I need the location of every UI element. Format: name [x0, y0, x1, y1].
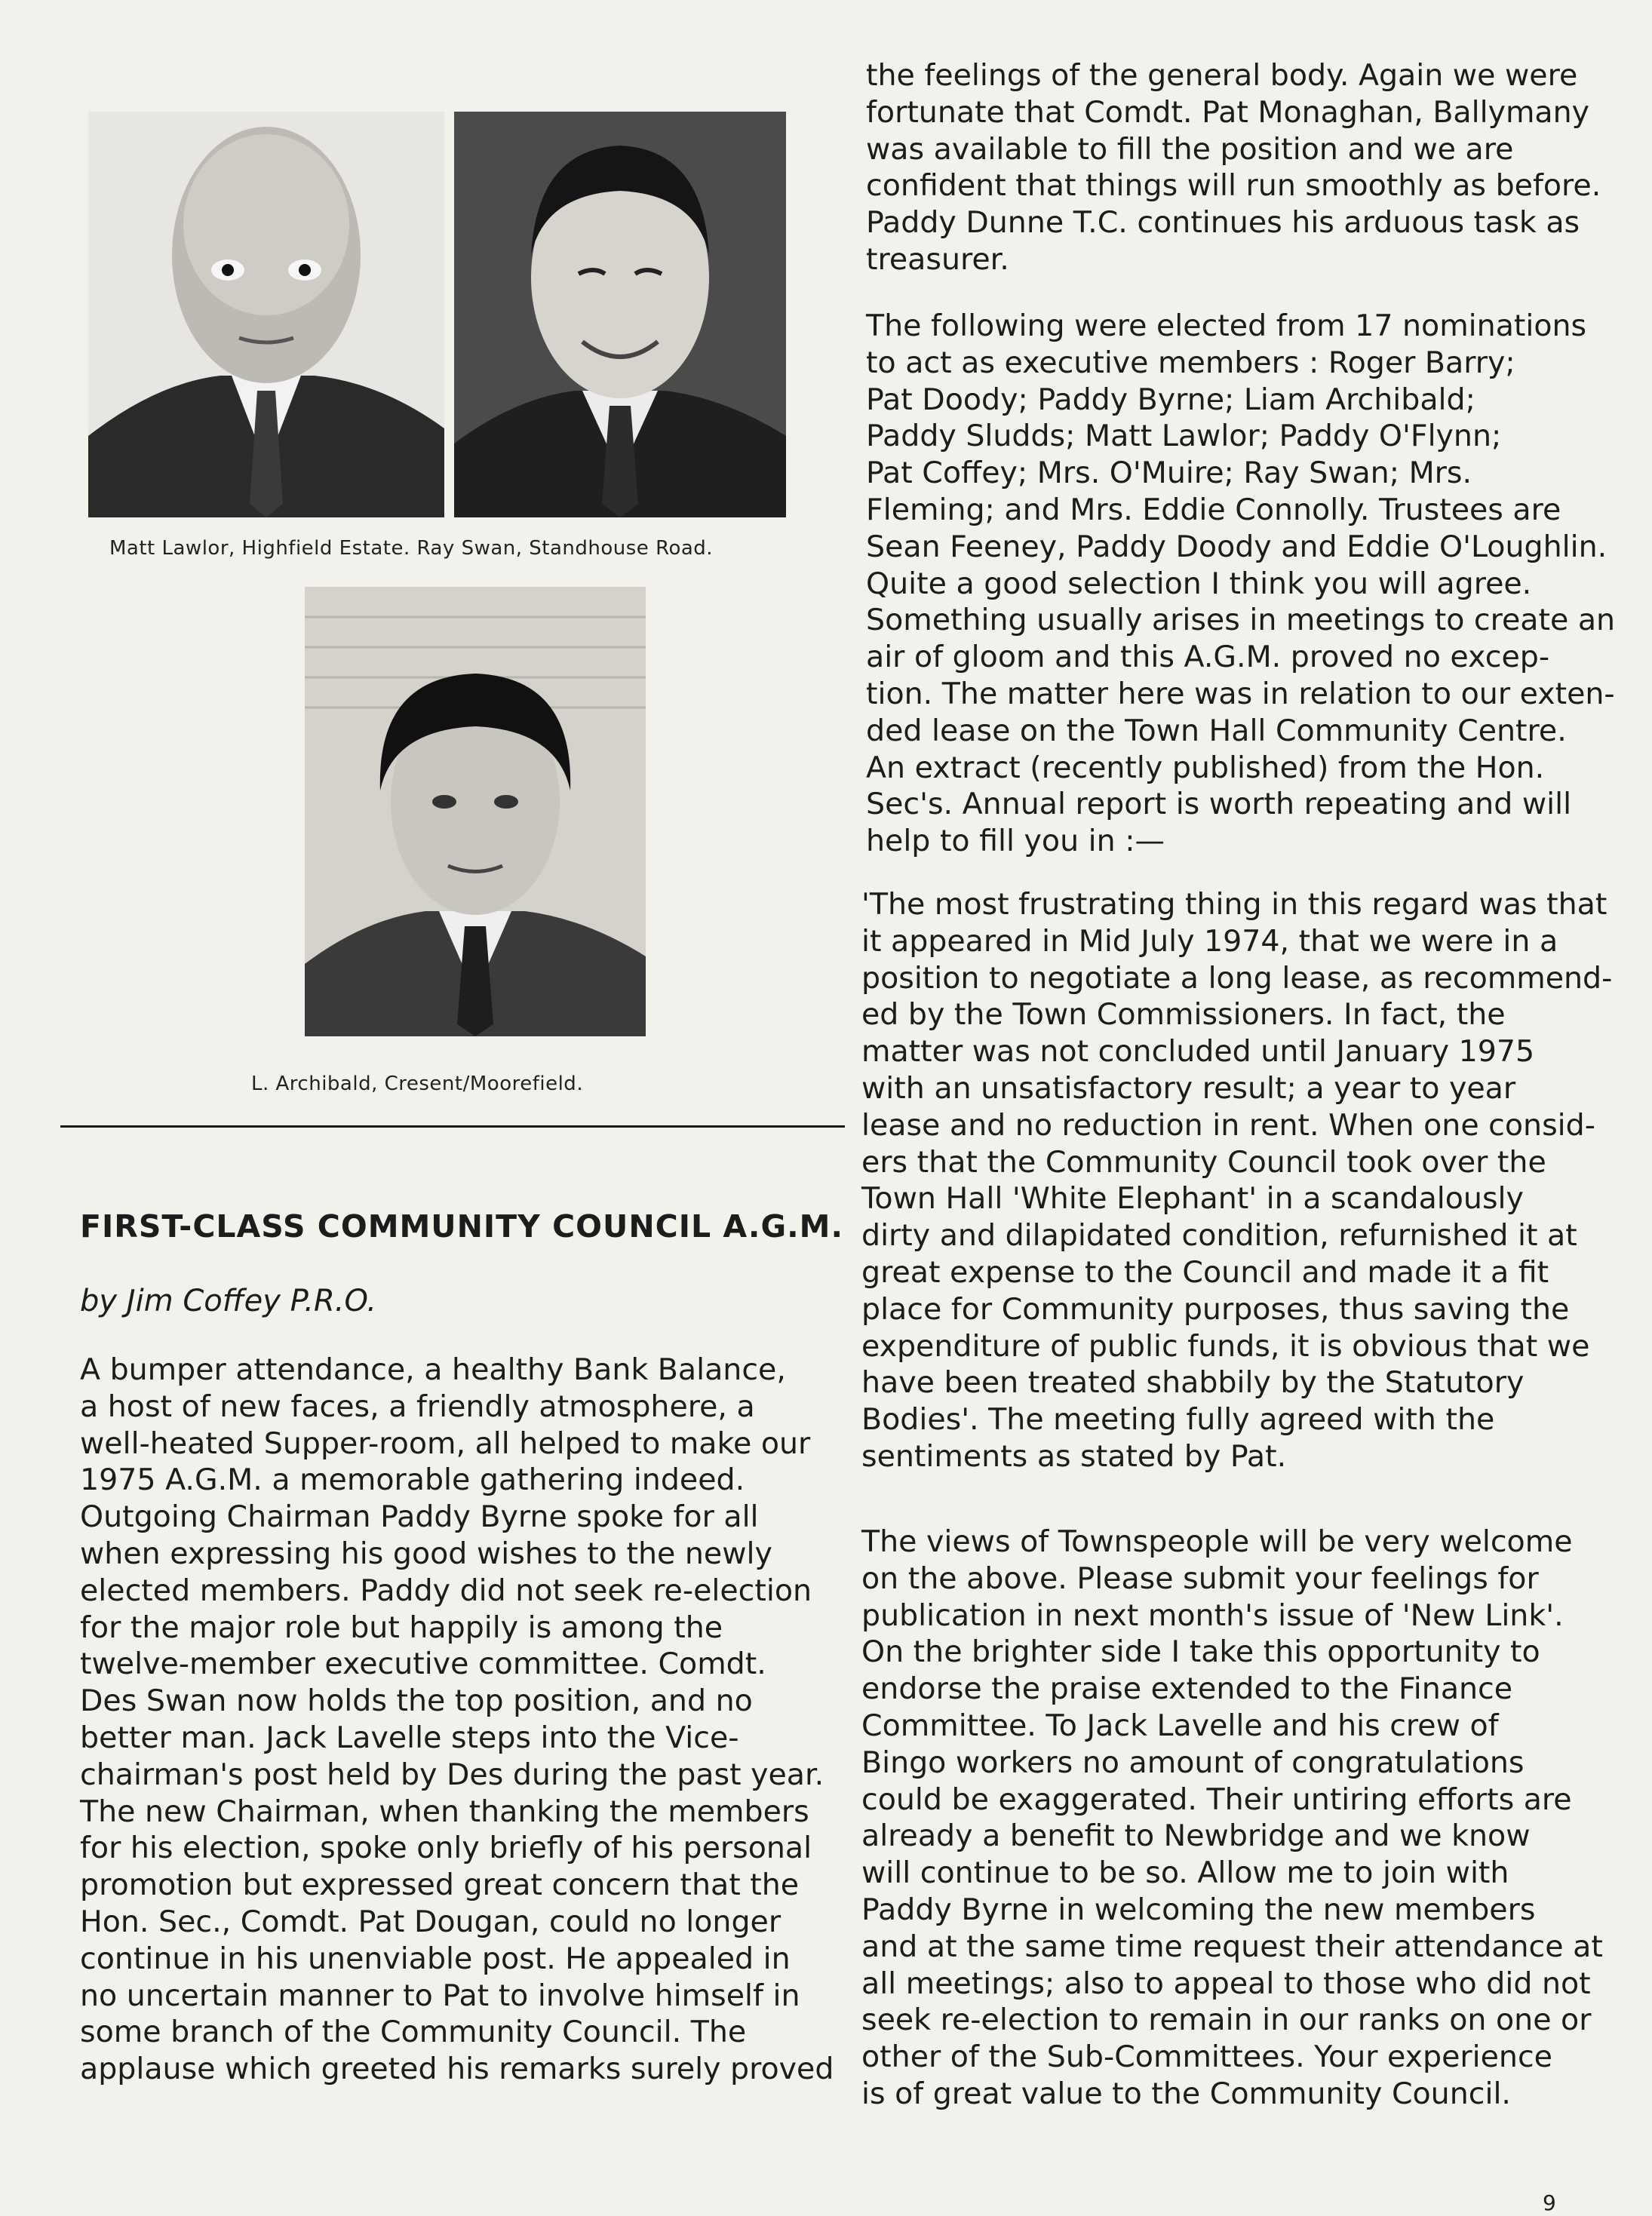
text-line: Committee. To Jack Lavelle and his crew of: [861, 1708, 1499, 1743]
text-line: dirty and dilapidated condition, refurnished it at: [861, 1218, 1577, 1254]
text-line: is of great value to the Community Council.: [861, 2076, 1511, 2111]
text-line: could be exaggerated. Their untiring efforts are: [861, 1782, 1572, 1817]
text-line: The views of Townspeople will be very welcome: [861, 1524, 1573, 1559]
text-line: Paddy Dunne T.C. continues his arduous task as: [866, 205, 1580, 241]
text-line: The new Chairman, when thanking the members: [80, 1794, 809, 1829]
text-line: Outgoing Chairman Paddy Byrne spoke for all: [80, 1499, 759, 1535]
text-line: help to fill you in :—: [866, 824, 1165, 859]
text-line: matter was not concluded until January 1975: [861, 1034, 1535, 1070]
photo-caption-bottom: L. Archibald, Cresent/Moorefield.: [251, 1073, 584, 1095]
text-line: other of the Sub-Committees. Your experience: [861, 2040, 1552, 2075]
photo-ray-swan: [454, 112, 786, 517]
text-line: the feelings of the general body. Again we were: [866, 58, 1578, 93]
text-line: Hon. Sec., Comdt. Pat Dougan, could no longer: [80, 1904, 781, 1939]
text-line: Des Swan now holds the top position, and no: [80, 1683, 753, 1719]
text-line: Pat Coffey; Mrs. O'Muire; Ray Swan; Mrs.: [866, 456, 1472, 491]
text-line: have been treated shabbily by the Statutory: [861, 1365, 1525, 1401]
article-body-right-quote: [861, 886, 1612, 1475]
text-line: to act as executive members : Roger Barry;: [866, 345, 1515, 380]
text-line: place for Community purposes, thus saving the: [861, 1291, 1570, 1327]
text-line: Bingo workers no amount of congratulations: [861, 1745, 1525, 1780]
article-heading: FIRST-CLASS COMMUNITY COUNCIL A.G.M.: [80, 1208, 844, 1245]
text-line: air of gloom and this A.G.M. proved no excep-: [866, 640, 1550, 675]
text-line: was available to fill the position and we are: [866, 131, 1514, 167]
article-body-right-p4: [861, 1524, 1603, 2113]
text-line: Fleming; and Mrs. Eddie Connolly. Trustees are: [866, 492, 1561, 527]
text-line: already a benefit to Newbridge and we know: [861, 1819, 1531, 1854]
text-line: promotion but expressed great concern that the: [80, 1868, 800, 1903]
section-divider: [60, 1125, 845, 1128]
text-line: twelve-member executive committee. Comdt.: [80, 1647, 766, 1682]
article-body-left: [80, 1352, 834, 2088]
text-line: endorse the praise extended to the Finance: [861, 1671, 1513, 1707]
page-number: 9: [1543, 2190, 1556, 2215]
text-line: a host of new faces, a friendly atmosphere, a: [80, 1389, 755, 1424]
text-line: Paddy Byrne in welcoming the new members: [861, 1892, 1536, 1927]
text-line: well-heated Supper-room, all helped to make our: [80, 1426, 811, 1461]
text-line: applause which greeted his remarks surely proved: [80, 2052, 834, 2087]
text-line: no uncertain manner to Pat to involve himself in: [80, 1978, 800, 2013]
text-line: On the brighter side I take this opportunity to: [861, 1634, 1540, 1670]
article-body-right-p1: [866, 57, 1601, 278]
text-line: A bumper attendance, a healthy Bank Balance,: [80, 1352, 786, 1387]
text-line: continue in his unenviable post. He appealed in: [80, 1941, 791, 1976]
text-line: when expressing his good wishes to the newly: [80, 1536, 772, 1571]
text-line: ed by the Town Commissioners. In fact, the: [861, 997, 1506, 1033]
text-line: Something usually arises in meetings to create an: [866, 603, 1616, 638]
text-line: ded lease on the Town Hall Community Centre.: [866, 713, 1567, 748]
text-line: fortunate that Comdt. Pat Monaghan, Ballymany: [866, 94, 1590, 130]
text-line: position to negotiate a long lease, as recommend-: [861, 960, 1613, 996]
text-line: some branch of the Community Council. The: [80, 2015, 747, 2050]
text-line: publication in next month's issue of 'New Link'.: [861, 1598, 1564, 1633]
text-line: confident that things will run smoothly as before.: [866, 168, 1601, 204]
photo-caption-top: Matt Lawlor, Highfield Estate. Ray Swan, Standhouse Road.: [109, 537, 714, 560]
text-line: sentiments as stated by Pat.: [861, 1438, 1287, 1474]
text-line: it appeared in Mid July 1974, that we were in a: [861, 923, 1558, 959]
text-line: 'The most frustrating thing in this regard was that: [861, 887, 1607, 922]
text-line: treasurer.: [866, 241, 1009, 277]
photo-matt-lawlor: [88, 112, 444, 517]
article-byline: by Jim Coffey P.R.O.: [80, 1284, 377, 1318]
text-line: ers that the Community Council took over the: [861, 1144, 1546, 1180]
text-line: Bodies'. The meeting fully agreed with the: [861, 1402, 1495, 1438]
text-line: expenditure of public funds, it is obvious that we: [861, 1328, 1590, 1364]
text-line: great expense to the Council and made it a fit: [861, 1254, 1549, 1290]
text-line: will continue to be so. Allow me to join with: [861, 1855, 1509, 1891]
text-line: Sean Feeney, Paddy Doody and Eddie O'Loughlin.: [866, 529, 1607, 564]
text-line: for his election, spoke only briefly of his personal: [80, 1831, 812, 1866]
text-line: Quite a good selection I think you will agree.: [866, 566, 1532, 601]
text-line: Town Hall 'White Elephant' in a scandalously: [861, 1181, 1524, 1217]
text-line: Pat Doody; Paddy Byrne; Liam Archibald;: [866, 382, 1475, 417]
text-line: The following were elected from 17 nominations: [866, 308, 1587, 343]
text-line: and at the same time request their attendance at: [861, 1929, 1603, 1964]
article-body-right-p2: [866, 308, 1615, 860]
text-line: for the major role but happily is among the: [80, 1610, 723, 1645]
text-line: all meetings; also to appeal to those who did not: [861, 1966, 1591, 2001]
text-line: Paddy Sludds; Matt Lawlor; Paddy O'Flynn;: [866, 419, 1502, 454]
text-line: seek re-election to remain in our ranks on one or: [861, 2003, 1592, 2038]
text-line: with an unsatisfactory result; a year to year: [861, 1070, 1516, 1106]
text-line: An extract (recently published) from the Hon.: [866, 750, 1545, 785]
text-line: elected members. Paddy did not seek re-election: [80, 1573, 812, 1608]
text-line: tion. The matter here was in relation to our exten-: [866, 676, 1615, 711]
text-line: 1975 A.G.M. a memorable gathering indeed.: [80, 1462, 745, 1498]
photo-l-archibald: [305, 587, 646, 1036]
text-line: on the above. Please submit your feelings for: [861, 1561, 1539, 1596]
text-line: chairman's post held by Des during the past year.: [80, 1757, 824, 1792]
text-line: Sec's. Annual report is worth repeating and will: [866, 787, 1572, 822]
text-line: lease and no reduction in rent. When one consid-: [861, 1107, 1595, 1143]
text-line: better man. Jack Lavelle steps into the Vice-: [80, 1720, 739, 1755]
